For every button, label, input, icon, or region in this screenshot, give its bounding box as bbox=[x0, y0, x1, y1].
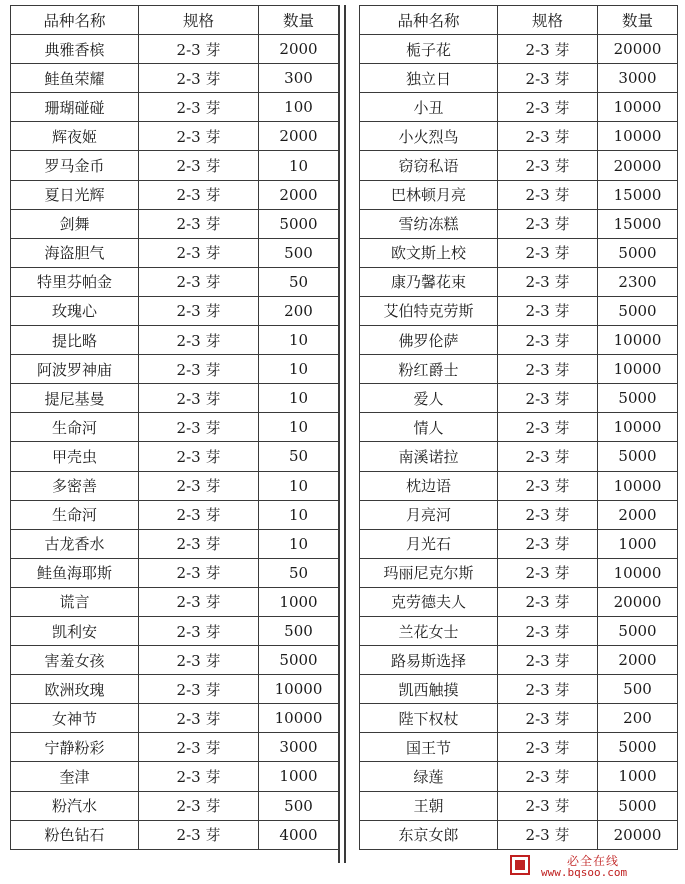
cell-quantity: 10 bbox=[259, 529, 339, 558]
cell-quantity: 5000 bbox=[259, 646, 339, 675]
cell-spec: 2-3 芽 bbox=[139, 326, 259, 355]
cell-spec: 2-3 芽 bbox=[498, 238, 598, 267]
cell-variety-name: 南溪诺拉 bbox=[360, 442, 498, 471]
cell-spec: 2-3 芽 bbox=[139, 587, 259, 616]
cell-spec: 2-3 芽 bbox=[498, 704, 598, 733]
cell-spec: 2-3 芽 bbox=[498, 646, 598, 675]
table-row bbox=[11, 675, 339, 704]
cell-spec: 2-3 芽 bbox=[498, 762, 598, 791]
header-quantity: 数量 bbox=[598, 6, 678, 35]
cell-variety-name: 玫瑰心 bbox=[11, 296, 139, 325]
table-row bbox=[360, 820, 678, 849]
cell-spec: 2-3 芽 bbox=[498, 122, 598, 151]
cell-variety-name: 克劳德夫人 bbox=[360, 587, 498, 616]
cell-quantity: 2000 bbox=[259, 122, 339, 151]
cell-variety-name: 东京女郎 bbox=[360, 820, 498, 849]
table-row bbox=[11, 151, 339, 180]
cell-quantity: 1000 bbox=[259, 587, 339, 616]
cell-variety-name: 艾伯特克劳斯 bbox=[360, 296, 498, 325]
cell-variety-name: 甲壳虫 bbox=[11, 442, 139, 471]
table-row bbox=[11, 122, 339, 151]
cell-variety-name: 爱人 bbox=[360, 384, 498, 413]
cell-spec: 2-3 芽 bbox=[139, 35, 259, 64]
cell-quantity: 3000 bbox=[259, 733, 339, 762]
cell-variety-name: 佛罗伦萨 bbox=[360, 326, 498, 355]
watermark-url: www.bqsoo.com bbox=[541, 866, 628, 879]
cell-variety-name: 情人 bbox=[360, 413, 498, 442]
table-row bbox=[11, 704, 339, 733]
cell-spec: 2-3 芽 bbox=[498, 413, 598, 442]
cell-quantity: 10000 bbox=[598, 122, 678, 151]
cell-quantity: 2300 bbox=[598, 267, 678, 296]
cell-spec: 2-3 芽 bbox=[139, 704, 259, 733]
cell-variety-name: 提比略 bbox=[11, 326, 139, 355]
table-row bbox=[360, 733, 678, 762]
cell-variety-name: 鲑鱼荣耀 bbox=[11, 64, 139, 93]
cell-quantity: 50 bbox=[259, 558, 339, 587]
table-row bbox=[360, 35, 678, 64]
watermark-logo-icon bbox=[509, 854, 531, 876]
table-row bbox=[11, 442, 339, 471]
cell-quantity: 5000 bbox=[598, 238, 678, 267]
cell-quantity: 5000 bbox=[598, 616, 678, 645]
cell-quantity: 2000 bbox=[598, 500, 678, 529]
cell-quantity: 500 bbox=[259, 238, 339, 267]
cell-variety-name: 王朝 bbox=[360, 791, 498, 820]
cell-quantity: 10000 bbox=[598, 471, 678, 500]
cell-quantity: 20000 bbox=[598, 35, 678, 64]
cell-quantity: 2000 bbox=[598, 646, 678, 675]
cell-quantity: 500 bbox=[598, 675, 678, 704]
table-row bbox=[11, 646, 339, 675]
table-row bbox=[11, 326, 339, 355]
table-row bbox=[360, 384, 678, 413]
cell-variety-name: 女神节 bbox=[11, 704, 139, 733]
watermark bbox=[507, 852, 677, 880]
cell-spec: 2-3 芽 bbox=[139, 791, 259, 820]
table-row bbox=[360, 500, 678, 529]
table-row bbox=[11, 762, 339, 791]
cell-variety-name: 月亮河 bbox=[360, 500, 498, 529]
cell-quantity: 5000 bbox=[259, 209, 339, 238]
cell-variety-name: 栀子花 bbox=[360, 35, 498, 64]
table-row bbox=[11, 733, 339, 762]
cell-spec: 2-3 芽 bbox=[498, 35, 598, 64]
cell-quantity: 5000 bbox=[598, 791, 678, 820]
cell-quantity: 10 bbox=[259, 355, 339, 384]
cell-quantity: 50 bbox=[259, 442, 339, 471]
table-row bbox=[360, 529, 678, 558]
table-row bbox=[11, 64, 339, 93]
cell-quantity: 10 bbox=[259, 413, 339, 442]
table-row bbox=[11, 296, 339, 325]
cell-quantity: 10000 bbox=[598, 93, 678, 122]
cell-spec: 2-3 芽 bbox=[498, 151, 598, 180]
table-row bbox=[360, 616, 678, 645]
table-row bbox=[360, 326, 678, 355]
table-row bbox=[11, 820, 339, 849]
cell-variety-name: 生命河 bbox=[11, 413, 139, 442]
cell-spec: 2-3 芽 bbox=[139, 500, 259, 529]
cell-spec: 2-3 芽 bbox=[139, 733, 259, 762]
table-row bbox=[360, 238, 678, 267]
cell-variety-name: 粉色钻石 bbox=[11, 820, 139, 849]
cell-spec: 2-3 芽 bbox=[498, 267, 598, 296]
table-row bbox=[360, 122, 678, 151]
table-row bbox=[11, 500, 339, 529]
cell-variety-name: 巴林顿月亮 bbox=[360, 180, 498, 209]
cell-spec: 2-3 芽 bbox=[139, 820, 259, 849]
table-row bbox=[11, 35, 339, 64]
cell-spec: 2-3 芽 bbox=[498, 384, 598, 413]
table-body bbox=[11, 35, 339, 850]
table-row bbox=[11, 267, 339, 296]
cell-variety-name: 海盗胆气 bbox=[11, 238, 139, 267]
table-row bbox=[11, 384, 339, 413]
table-row bbox=[360, 296, 678, 325]
cell-quantity: 15000 bbox=[598, 209, 678, 238]
cell-variety-name: 生命河 bbox=[11, 500, 139, 529]
table-row bbox=[11, 93, 339, 122]
table-row bbox=[360, 558, 678, 587]
cell-spec: 2-3 芽 bbox=[498, 820, 598, 849]
cell-variety-name: 辉夜姬 bbox=[11, 122, 139, 151]
cell-spec: 2-3 芽 bbox=[498, 675, 598, 704]
table-row bbox=[360, 442, 678, 471]
cell-quantity: 10 bbox=[259, 326, 339, 355]
variety-table-right bbox=[359, 5, 678, 850]
cell-spec: 2-3 芽 bbox=[139, 93, 259, 122]
cell-spec: 2-3 芽 bbox=[498, 296, 598, 325]
cell-quantity: 5000 bbox=[598, 296, 678, 325]
cell-spec: 2-3 芽 bbox=[498, 471, 598, 500]
cell-variety-name: 雪纺冻糕 bbox=[360, 209, 498, 238]
table-row bbox=[11, 413, 339, 442]
cell-spec: 2-3 芽 bbox=[498, 180, 598, 209]
variety-table-left bbox=[10, 5, 339, 850]
header-name: 品种名称 bbox=[360, 6, 498, 35]
cell-variety-name: 珊瑚碰碰 bbox=[11, 93, 139, 122]
cell-spec: 2-3 芽 bbox=[498, 558, 598, 587]
cell-variety-name: 陛下权杖 bbox=[360, 704, 498, 733]
header-row bbox=[360, 6, 678, 35]
cell-spec: 2-3 芽 bbox=[139, 616, 259, 645]
table-row bbox=[360, 355, 678, 384]
cell-variety-name: 谎言 bbox=[11, 587, 139, 616]
cell-spec: 2-3 芽 bbox=[498, 733, 598, 762]
cell-variety-name: 鲑鱼海耶斯 bbox=[11, 558, 139, 587]
cell-variety-name: 罗马金币 bbox=[11, 151, 139, 180]
cell-spec: 2-3 芽 bbox=[139, 675, 259, 704]
cell-spec: 2-3 芽 bbox=[498, 209, 598, 238]
table-row bbox=[360, 64, 678, 93]
cell-quantity: 500 bbox=[259, 616, 339, 645]
cell-quantity: 200 bbox=[259, 296, 339, 325]
cell-quantity: 5000 bbox=[598, 733, 678, 762]
cell-quantity: 20000 bbox=[598, 151, 678, 180]
header-spec: 规格 bbox=[498, 6, 598, 35]
cell-quantity: 10 bbox=[259, 471, 339, 500]
table-row bbox=[360, 209, 678, 238]
cell-variety-name: 小火烈鸟 bbox=[360, 122, 498, 151]
cell-variety-name: 枕边语 bbox=[360, 471, 498, 500]
cell-quantity: 5000 bbox=[598, 384, 678, 413]
cell-variety-name: 独立日 bbox=[360, 64, 498, 93]
cell-spec: 2-3 芽 bbox=[139, 122, 259, 151]
cell-quantity: 10000 bbox=[598, 355, 678, 384]
cell-quantity: 10000 bbox=[259, 675, 339, 704]
cell-spec: 2-3 芽 bbox=[498, 442, 598, 471]
cell-variety-name: 小丑 bbox=[360, 93, 498, 122]
cell-quantity: 10 bbox=[259, 384, 339, 413]
cell-spec: 2-3 芽 bbox=[139, 209, 259, 238]
cell-quantity: 1000 bbox=[598, 529, 678, 558]
table-row bbox=[360, 587, 678, 616]
cell-variety-name: 古龙香水 bbox=[11, 529, 139, 558]
cell-quantity: 10 bbox=[259, 500, 339, 529]
table-row bbox=[360, 471, 678, 500]
cell-quantity: 10 bbox=[259, 151, 339, 180]
table-row bbox=[11, 209, 339, 238]
cell-variety-name: 阿波罗神庙 bbox=[11, 355, 139, 384]
header-row bbox=[11, 6, 339, 35]
cell-variety-name: 宁静粉彩 bbox=[11, 733, 139, 762]
cell-spec: 2-3 芽 bbox=[139, 238, 259, 267]
cell-quantity: 200 bbox=[598, 704, 678, 733]
cell-spec: 2-3 芽 bbox=[498, 529, 598, 558]
cell-spec: 2-3 芽 bbox=[139, 762, 259, 791]
table-row bbox=[360, 267, 678, 296]
table-row bbox=[11, 587, 339, 616]
cell-spec: 2-3 芽 bbox=[139, 558, 259, 587]
cell-spec: 2-3 芽 bbox=[139, 296, 259, 325]
cell-quantity: 10000 bbox=[259, 704, 339, 733]
cell-spec: 2-3 芽 bbox=[498, 64, 598, 93]
table-row bbox=[360, 151, 678, 180]
cell-variety-name: 兰花女士 bbox=[360, 616, 498, 645]
cell-variety-name: 粉红爵士 bbox=[360, 355, 498, 384]
cell-variety-name: 剑舞 bbox=[11, 209, 139, 238]
cell-variety-name: 欧文斯上校 bbox=[360, 238, 498, 267]
cell-quantity: 15000 bbox=[598, 180, 678, 209]
cell-quantity: 300 bbox=[259, 64, 339, 93]
table-row bbox=[360, 762, 678, 791]
cell-variety-name: 国王节 bbox=[360, 733, 498, 762]
cell-spec: 2-3 芽 bbox=[498, 587, 598, 616]
cell-spec: 2-3 芽 bbox=[139, 64, 259, 93]
table-row bbox=[360, 646, 678, 675]
table-row bbox=[360, 791, 678, 820]
cell-spec: 2-3 芽 bbox=[498, 616, 598, 645]
watermark-title: 必全在线 bbox=[567, 854, 620, 868]
cell-spec: 2-3 芽 bbox=[498, 355, 598, 384]
cell-quantity: 10000 bbox=[598, 558, 678, 587]
cell-variety-name: 路易斯选择 bbox=[360, 646, 498, 675]
cell-quantity: 50 bbox=[259, 267, 339, 296]
table-row bbox=[11, 180, 339, 209]
cell-spec: 2-3 芽 bbox=[139, 151, 259, 180]
cell-quantity: 20000 bbox=[598, 587, 678, 616]
cell-variety-name: 典雅香槟 bbox=[11, 35, 139, 64]
table-row bbox=[11, 558, 339, 587]
cell-spec: 2-3 芽 bbox=[139, 355, 259, 384]
cell-variety-name: 提尼基曼 bbox=[11, 384, 139, 413]
header-name: 品种名称 bbox=[11, 6, 139, 35]
cell-variety-name: 凯西触摸 bbox=[360, 675, 498, 704]
cell-spec: 2-3 芽 bbox=[139, 180, 259, 209]
cell-quantity: 3000 bbox=[598, 64, 678, 93]
table-row bbox=[360, 93, 678, 122]
cell-variety-name: 凯利安 bbox=[11, 616, 139, 645]
cell-quantity: 2000 bbox=[259, 35, 339, 64]
cell-quantity: 2000 bbox=[259, 180, 339, 209]
cell-quantity: 4000 bbox=[259, 820, 339, 849]
cell-quantity: 10000 bbox=[598, 413, 678, 442]
cell-quantity: 1000 bbox=[259, 762, 339, 791]
cell-variety-name: 粉汽水 bbox=[11, 791, 139, 820]
cell-quantity: 5000 bbox=[598, 442, 678, 471]
cell-quantity: 500 bbox=[259, 791, 339, 820]
cell-spec: 2-3 芽 bbox=[139, 646, 259, 675]
cell-variety-name: 月光石 bbox=[360, 529, 498, 558]
cell-spec: 2-3 芽 bbox=[139, 267, 259, 296]
cell-variety-name: 欧洲玫瑰 bbox=[11, 675, 139, 704]
cell-variety-name: 害羞女孩 bbox=[11, 646, 139, 675]
table-row bbox=[11, 791, 339, 820]
table-row bbox=[11, 529, 339, 558]
cell-quantity: 20000 bbox=[598, 820, 678, 849]
cell-spec: 2-3 芽 bbox=[139, 384, 259, 413]
cell-spec: 2-3 芽 bbox=[139, 471, 259, 500]
cell-variety-name: 玛丽尼克尔斯 bbox=[360, 558, 498, 587]
cell-variety-name: 康乃馨花束 bbox=[360, 267, 498, 296]
center-divider-line bbox=[344, 5, 346, 863]
table-body bbox=[360, 35, 678, 850]
cell-spec: 2-3 芽 bbox=[139, 413, 259, 442]
table-row bbox=[360, 413, 678, 442]
table-row bbox=[360, 180, 678, 209]
cell-quantity: 100 bbox=[259, 93, 339, 122]
cell-variety-name: 特里芬帕金 bbox=[11, 267, 139, 296]
table-row bbox=[360, 675, 678, 704]
cell-variety-name: 多密善 bbox=[11, 471, 139, 500]
cell-spec: 2-3 芽 bbox=[498, 326, 598, 355]
header-spec: 规格 bbox=[139, 6, 259, 35]
cell-quantity: 1000 bbox=[598, 762, 678, 791]
cell-spec: 2-3 芽 bbox=[139, 442, 259, 471]
cell-variety-name: 窃窃私语 bbox=[360, 151, 498, 180]
cell-variety-name: 夏日光辉 bbox=[11, 180, 139, 209]
table-row bbox=[11, 616, 339, 645]
table-row bbox=[11, 471, 339, 500]
cell-spec: 2-3 芽 bbox=[498, 791, 598, 820]
table-row bbox=[360, 704, 678, 733]
table-row bbox=[11, 355, 339, 384]
header-quantity: 数量 bbox=[259, 6, 339, 35]
table-row bbox=[11, 238, 339, 267]
cell-spec: 2-3 芽 bbox=[498, 93, 598, 122]
cell-spec: 2-3 芽 bbox=[498, 500, 598, 529]
cell-variety-name: 奎津 bbox=[11, 762, 139, 791]
cell-spec: 2-3 芽 bbox=[139, 529, 259, 558]
cell-quantity: 10000 bbox=[598, 326, 678, 355]
cell-variety-name: 绿莲 bbox=[360, 762, 498, 791]
